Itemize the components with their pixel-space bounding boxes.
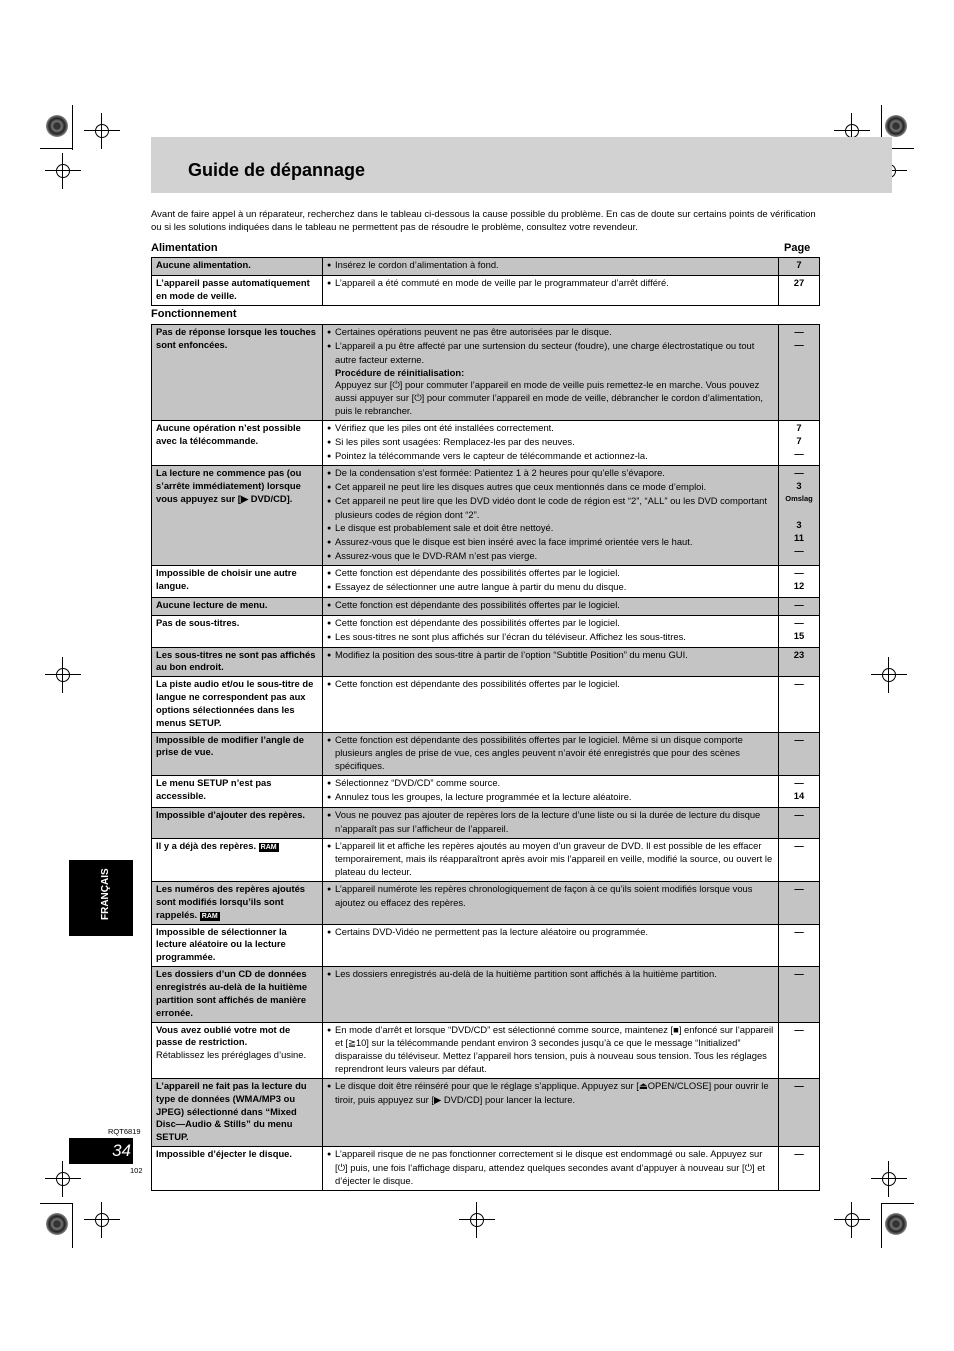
problem-text: Il y a déjà des repères.: [156, 839, 257, 851]
section-title-fonctionnement: Fonctionnement: [151, 308, 237, 320]
solution-item: ● Sélectionnez “DVD/CD” comme source.: [327, 777, 774, 791]
table-row: [152, 420, 820, 466]
crosshair-icon: [834, 1202, 870, 1238]
solution-item: ● Annulez tous les groupes, la lecture programmée et la lecture aléatoire.: [327, 791, 774, 805]
page-cell: [779, 967, 820, 1022]
page-ref: —: [794, 447, 804, 459]
table-row: [152, 807, 820, 838]
crosshair-icon: [459, 1202, 495, 1238]
page-ref: —: [794, 326, 804, 337]
page-ref: —: [794, 1023, 804, 1035]
page-ref: 7: [796, 434, 802, 446]
table-row: [152, 615, 820, 647]
page-ref: —: [794, 968, 804, 980]
page-cell: [779, 647, 820, 677]
page-cell: [779, 1078, 820, 1146]
page-ref-omslag: Omslag: [785, 494, 813, 504]
page-cell: [779, 275, 820, 305]
reset-procedure-title: Procédure de réinitialisation:: [335, 366, 465, 378]
solution-cell: [323, 882, 779, 925]
alimentation-table: [151, 257, 820, 306]
solution-cell: [323, 615, 779, 647]
page-number: 34: [112, 1141, 131, 1160]
registration-mark-icon: [46, 115, 68, 137]
problem-text: Les numéros des repères ajoutés sont modifiés lorsqu’ils sont rappelés.: [156, 883, 306, 920]
table-row: [152, 776, 820, 808]
page-ref: —: [794, 839, 804, 851]
page-ref: —: [794, 678, 804, 690]
problem-cell: L’appareil passe automatiquement en mode de veille.: [152, 275, 323, 305]
solution-item: ● L’appareil numérote les repères chronologiquement de façon à ce qu’ils soient modifiés lorsque vous ajoutez ou effacez des repères.: [327, 883, 774, 910]
problem-cell: [152, 838, 323, 882]
page-ref: —: [794, 808, 804, 820]
page-cell: [779, 325, 820, 421]
page-column-header: Page: [784, 242, 811, 254]
registration-mark-icon: [885, 1213, 907, 1235]
page-cell: [779, 924, 820, 967]
solution-cell: [323, 677, 779, 732]
problem-text: Vous avez oublié votre mot de passe de restriction.: [156, 1023, 291, 1048]
crosshair-icon: [45, 153, 81, 189]
problem-cell: La piste audio et/ou le sous-titre de langue ne correspondent pas aux options sélectionnées dans les menus SETUP.: [152, 677, 323, 732]
fonctionnement-table: [151, 324, 820, 1191]
table-row: [152, 258, 820, 276]
page-cell: [779, 1147, 820, 1191]
table-row: [152, 924, 820, 967]
solution-item: ● Cet appareil ne peut lire les disques autres que ceux mentionnés dans ce mode d’emploi.: [327, 481, 774, 495]
model-code: RQT6819: [108, 1127, 141, 1136]
page-ref: 7: [796, 259, 802, 270]
table-row: [152, 1022, 820, 1078]
table-row: [152, 732, 820, 776]
crosshair-icon: [84, 113, 120, 149]
page-cell: [779, 420, 820, 466]
solution-item: ● Insérez le cordon d’alimentation à fond.: [327, 259, 774, 273]
page-cell: [779, 807, 820, 838]
solution-cell: [323, 325, 779, 421]
table-row: [152, 882, 820, 925]
crosshair-icon: [871, 1161, 907, 1197]
registration-mark-icon: [46, 1213, 68, 1235]
solution-cell: [323, 807, 779, 838]
problem-cell: L’appareil ne fait pas la lecture du type de données (WMA/MP3 ou JPEG) sélectionné dans “Mixed Disc—Audio & Stills” du menu SETUP.: [152, 1078, 323, 1146]
solution-cell: [323, 967, 779, 1022]
page-cell: [779, 776, 820, 808]
table-row: [152, 466, 820, 566]
solution-item: ● De la condensation s’est formée: Patientez 1 à 2 heures pour qu’elle s’évapore.: [327, 467, 774, 481]
page-ref: 12: [793, 580, 805, 592]
page-ref: 11: [794, 531, 804, 543]
ram-badge: RAM: [260, 843, 277, 851]
solution-cell: [323, 1022, 779, 1078]
table-row: [152, 598, 820, 616]
page-ref: —: [794, 567, 804, 579]
problem-cell: Aucune lecture de menu.: [152, 598, 323, 616]
solution-item: ● Pointez la télécommande vers le capteur de télécommande et actionnez-la.: [327, 450, 774, 464]
solution-item: ● Cette fonction est dépendante des possibilités offertes par le logiciel.: [327, 599, 774, 613]
problem-cell: [152, 1022, 323, 1078]
page-cell: [779, 677, 820, 732]
solution-item: ● Le disque est probablement sale et doit être nettoyé.: [327, 522, 774, 536]
solution-item: ● En mode d’arrêt et lorsque “DVD/CD” est sélectionné comme source, maintenez [■] enfoncé sur l’appareil et [≧10] sur la télécommande pendant environ 3 secondes jusqu’à ce que le message “Initialized” disparaisse du téléviseur. Mettez l’appareil hors tension, puis à nouveau sous tension. Tous les réglages reprendront leurs valeurs par défaut.: [327, 1024, 774, 1076]
problem-cell: Pas de sous-titres.: [152, 615, 323, 647]
page-cell: [779, 1022, 820, 1078]
problem-note: Rétablissez les préréglages d’usine.: [156, 1049, 307, 1061]
solution-cell: [323, 776, 779, 808]
solution-item: ● Cet appareil ne peut lire que les DVD vidéo dont le code de région est “2”, “ALL” ou les DVD comportant plusieurs codes de région dont “2”.: [327, 495, 774, 522]
crosshair-icon: [45, 1161, 81, 1197]
solution-item: ● Les sous-titres ne sont plus affichés sur l’écran du téléviseur. Affichez les sous-titres.: [327, 631, 774, 645]
solution-item: ● Vérifiez que les piles ont été installées correctement.: [327, 422, 774, 436]
solution-item: ● Certaines opérations peuvent ne pas être autorisées par le disque.: [327, 326, 774, 340]
solution-item: ● L’appareil risque de ne pas fonctionner correctement si le disque est endommagé ou sale. Appuyez sur [⏻] puis, une fois l’affichage disparu, attendez quelques secondes avant d’appuyer à nouveau sur [⏻] et d’éjecter le disque.: [327, 1148, 774, 1188]
problem-cell: Les sous-titres ne sont pas affichés au bon endroit.: [152, 647, 323, 677]
page-cell: [779, 882, 820, 925]
crop-mark: [881, 1203, 882, 1248]
solution-item: ● Si les piles sont usagées: Remplacez-les par des neuves.: [327, 436, 774, 450]
intro-text: Avant de faire appel à un réparateur, recherchez dans le tableau ci-dessous la cause possible du problème. En cas de doute sur certains points de vérification ou si les solutions indiquées dans le tableau ne permettent pas de résoudre le problème, consultez votre revendeur.: [151, 209, 816, 233]
page-cell: [779, 466, 820, 566]
solution-item: ● Cette fonction est dépendante des possibilités offertes par le logiciel. Même si un disque comporte plusieurs angles de prise de vue, ces angles peuvent n’avoir été enregistrés que pour des scènes spécifiques.: [327, 734, 774, 774]
solution-item: ● Assurez-vous que le DVD-RAM n’est pas vierge.: [327, 550, 774, 564]
page-cell: [779, 732, 820, 776]
solution-cell: [323, 732, 779, 776]
solution-item: ● Modifiez la position des sous-titre à partir de l’option “Subtitle Position” du menu GUI.: [327, 649, 774, 663]
page-ref: 23: [793, 648, 805, 660]
solution-cell: [323, 598, 779, 616]
solution-item: ● Cette fonction est dépendante des possibilités offertes par le logiciel.: [327, 678, 774, 692]
problem-cell: Aucune opération n’est possible avec la télécommande.: [152, 420, 323, 466]
page-ref: —: [794, 925, 804, 937]
page-ref: 15: [793, 629, 805, 641]
solution-cell: [323, 1078, 779, 1146]
crop-mark: [72, 1203, 73, 1248]
crosshair-icon: [871, 657, 907, 693]
solution-item: ● Le disque doit être réinséré pour que le réglage s’applique. Appuyez sur [⏏OPEN/CLOSE] pour ouvrir le tiroir, puis appuyez sur [▶ DVD/CD] pour lancer la lecture.: [327, 1080, 774, 1107]
problem-cell: Pas de réponse lorsque les touches sont enfoncées.: [152, 325, 323, 421]
crosshair-icon: [45, 657, 81, 693]
table-row: [152, 275, 820, 305]
page-ref: 3: [796, 518, 802, 530]
page-ref: 27: [793, 276, 805, 288]
crosshair-icon: [84, 1202, 120, 1238]
solution-item: ● L’appareil a pu être affecté par une surtension du secteur (foudre), une charge électrostatique ou tout autre facteur externe.: [327, 340, 774, 367]
page-ref: 3: [796, 480, 802, 492]
page-ref: —: [794, 777, 804, 789]
page-cell: [779, 598, 820, 616]
page-ref: —: [794, 599, 804, 611]
crop-mark: [40, 148, 72, 149]
solution-cell: [323, 566, 779, 598]
section-title-alimentation: Alimentation: [151, 242, 218, 254]
table-row: [152, 647, 820, 677]
solution-cell: [323, 647, 779, 677]
page-ref: —: [794, 616, 804, 628]
page-title: Guide de dépannage: [188, 160, 366, 180]
page-ref: —: [794, 467, 804, 479]
page-ref: —: [794, 733, 804, 745]
crop-mark: [72, 105, 73, 150]
language-label: FRANÇAIS: [100, 868, 111, 920]
solution-item: ● Essayez de sélectionner une autre langue à partir du menu du disque.: [327, 581, 774, 595]
page-ref: 14: [793, 790, 805, 801]
solution-item: ● L’appareil a été commuté en mode de veille par le programmateur d’arrêt différé.: [327, 277, 774, 291]
solution-cell: [323, 838, 779, 882]
solution-item: ● Cette fonction est dépendante des possibilités offertes par le logiciel.: [327, 617, 774, 631]
problem-cell: La lecture ne commence pas (ou s’arrête immédiatement) lorsque vous appuyez sur [▶ DVD/CD].: [152, 466, 323, 566]
problem-cell: Impossible de sélectionner la lecture aléatoire ou la lecture programmée.: [152, 924, 323, 967]
crop-mark: [882, 1203, 914, 1204]
solution-cell: [323, 1147, 779, 1191]
problem-cell: Aucune alimentation.: [152, 258, 323, 276]
problem-cell: [152, 882, 323, 925]
problem-cell: Le menu SETUP n’est pas accessible.: [152, 776, 323, 808]
sheet-number: 102: [130, 1166, 143, 1175]
page-cell: [779, 838, 820, 882]
reset-procedure-text: Appuyez sur [⏻] pour commuter l’appareil en mode de veille puis remettez-le en marche. Vous pouvez aussi appuyer sur [⏻] pour commuter l’appareil en mode de veille, débrancher le cordon d’alimentation, puis le rebrancher.: [335, 379, 763, 417]
page-number-box: [69, 1138, 133, 1164]
crop-mark: [40, 1203, 72, 1204]
page-cell: [779, 566, 820, 598]
page-cell: [779, 615, 820, 647]
solution-item: ● L’appareil lit et affiche les repères ajoutés au moyen d’un graveur de DVD. Il est possible de les effacer temporairement, mais ils réapparaîtront après avoir mis l’appareil en veille, modifié la source, ou ouvert le plateau du lecteur.: [327, 840, 774, 880]
solution-cell: [323, 420, 779, 466]
solution-item: ● Assurez-vous que le disque est bien inséré avec la face imprimé orientée vers le haut.: [327, 536, 774, 550]
page-ref: —: [794, 544, 804, 556]
table-row: [152, 967, 820, 1022]
problem-cell: Les dossiers d’un CD de données enregistrés au-delà de la huitième partition sont affichés de manière erronée.: [152, 967, 323, 1022]
table-row: [152, 1078, 820, 1146]
page-ref: —: [794, 883, 804, 895]
table-row: [152, 838, 820, 882]
solution-item: ● Certains DVD-Vidéo ne permettent pas la lecture aléatoire ou programmée.: [327, 926, 774, 940]
page-cell: [779, 258, 820, 276]
solution-cell: [323, 924, 779, 967]
table-row: [152, 566, 820, 598]
solution-item: ● Cette fonction est dépendante des possibilités offertes par le logiciel.: [327, 567, 774, 581]
page-ref: 7: [796, 421, 802, 433]
page-ref: —: [794, 1079, 804, 1091]
table-row: [152, 677, 820, 732]
problem-cell: Impossible de modifier l’angle de prise de vue.: [152, 732, 323, 776]
problem-cell: Impossible d’ajouter des repères.: [152, 807, 323, 838]
problem-cell: Impossible de choisir une autre langue.: [152, 566, 323, 598]
solution-item: ● Les dossiers enregistrés au-delà de la huitième partition sont affichés à la huitième partition.: [327, 968, 774, 982]
solution-item: ● Vous ne pouvez pas ajouter de repères lors de la lecture d’une liste ou si la durée de lecture du disque n’apparaît pas sur l’afficheur de l’appareil.: [327, 809, 774, 836]
table-row: [152, 325, 820, 421]
page-ref: —: [794, 338, 804, 350]
solution-cell: [323, 275, 779, 305]
page-ref: —: [794, 1148, 804, 1160]
ram-badge: RAM: [201, 912, 218, 920]
solution-cell: [323, 258, 779, 276]
solution-cell: [323, 466, 779, 566]
table-row: [152, 1147, 820, 1191]
page-ref: [779, 506, 819, 519]
problem-cell: Impossible d’éjecter le disque.: [152, 1147, 323, 1191]
registration-mark-icon: [885, 115, 907, 137]
